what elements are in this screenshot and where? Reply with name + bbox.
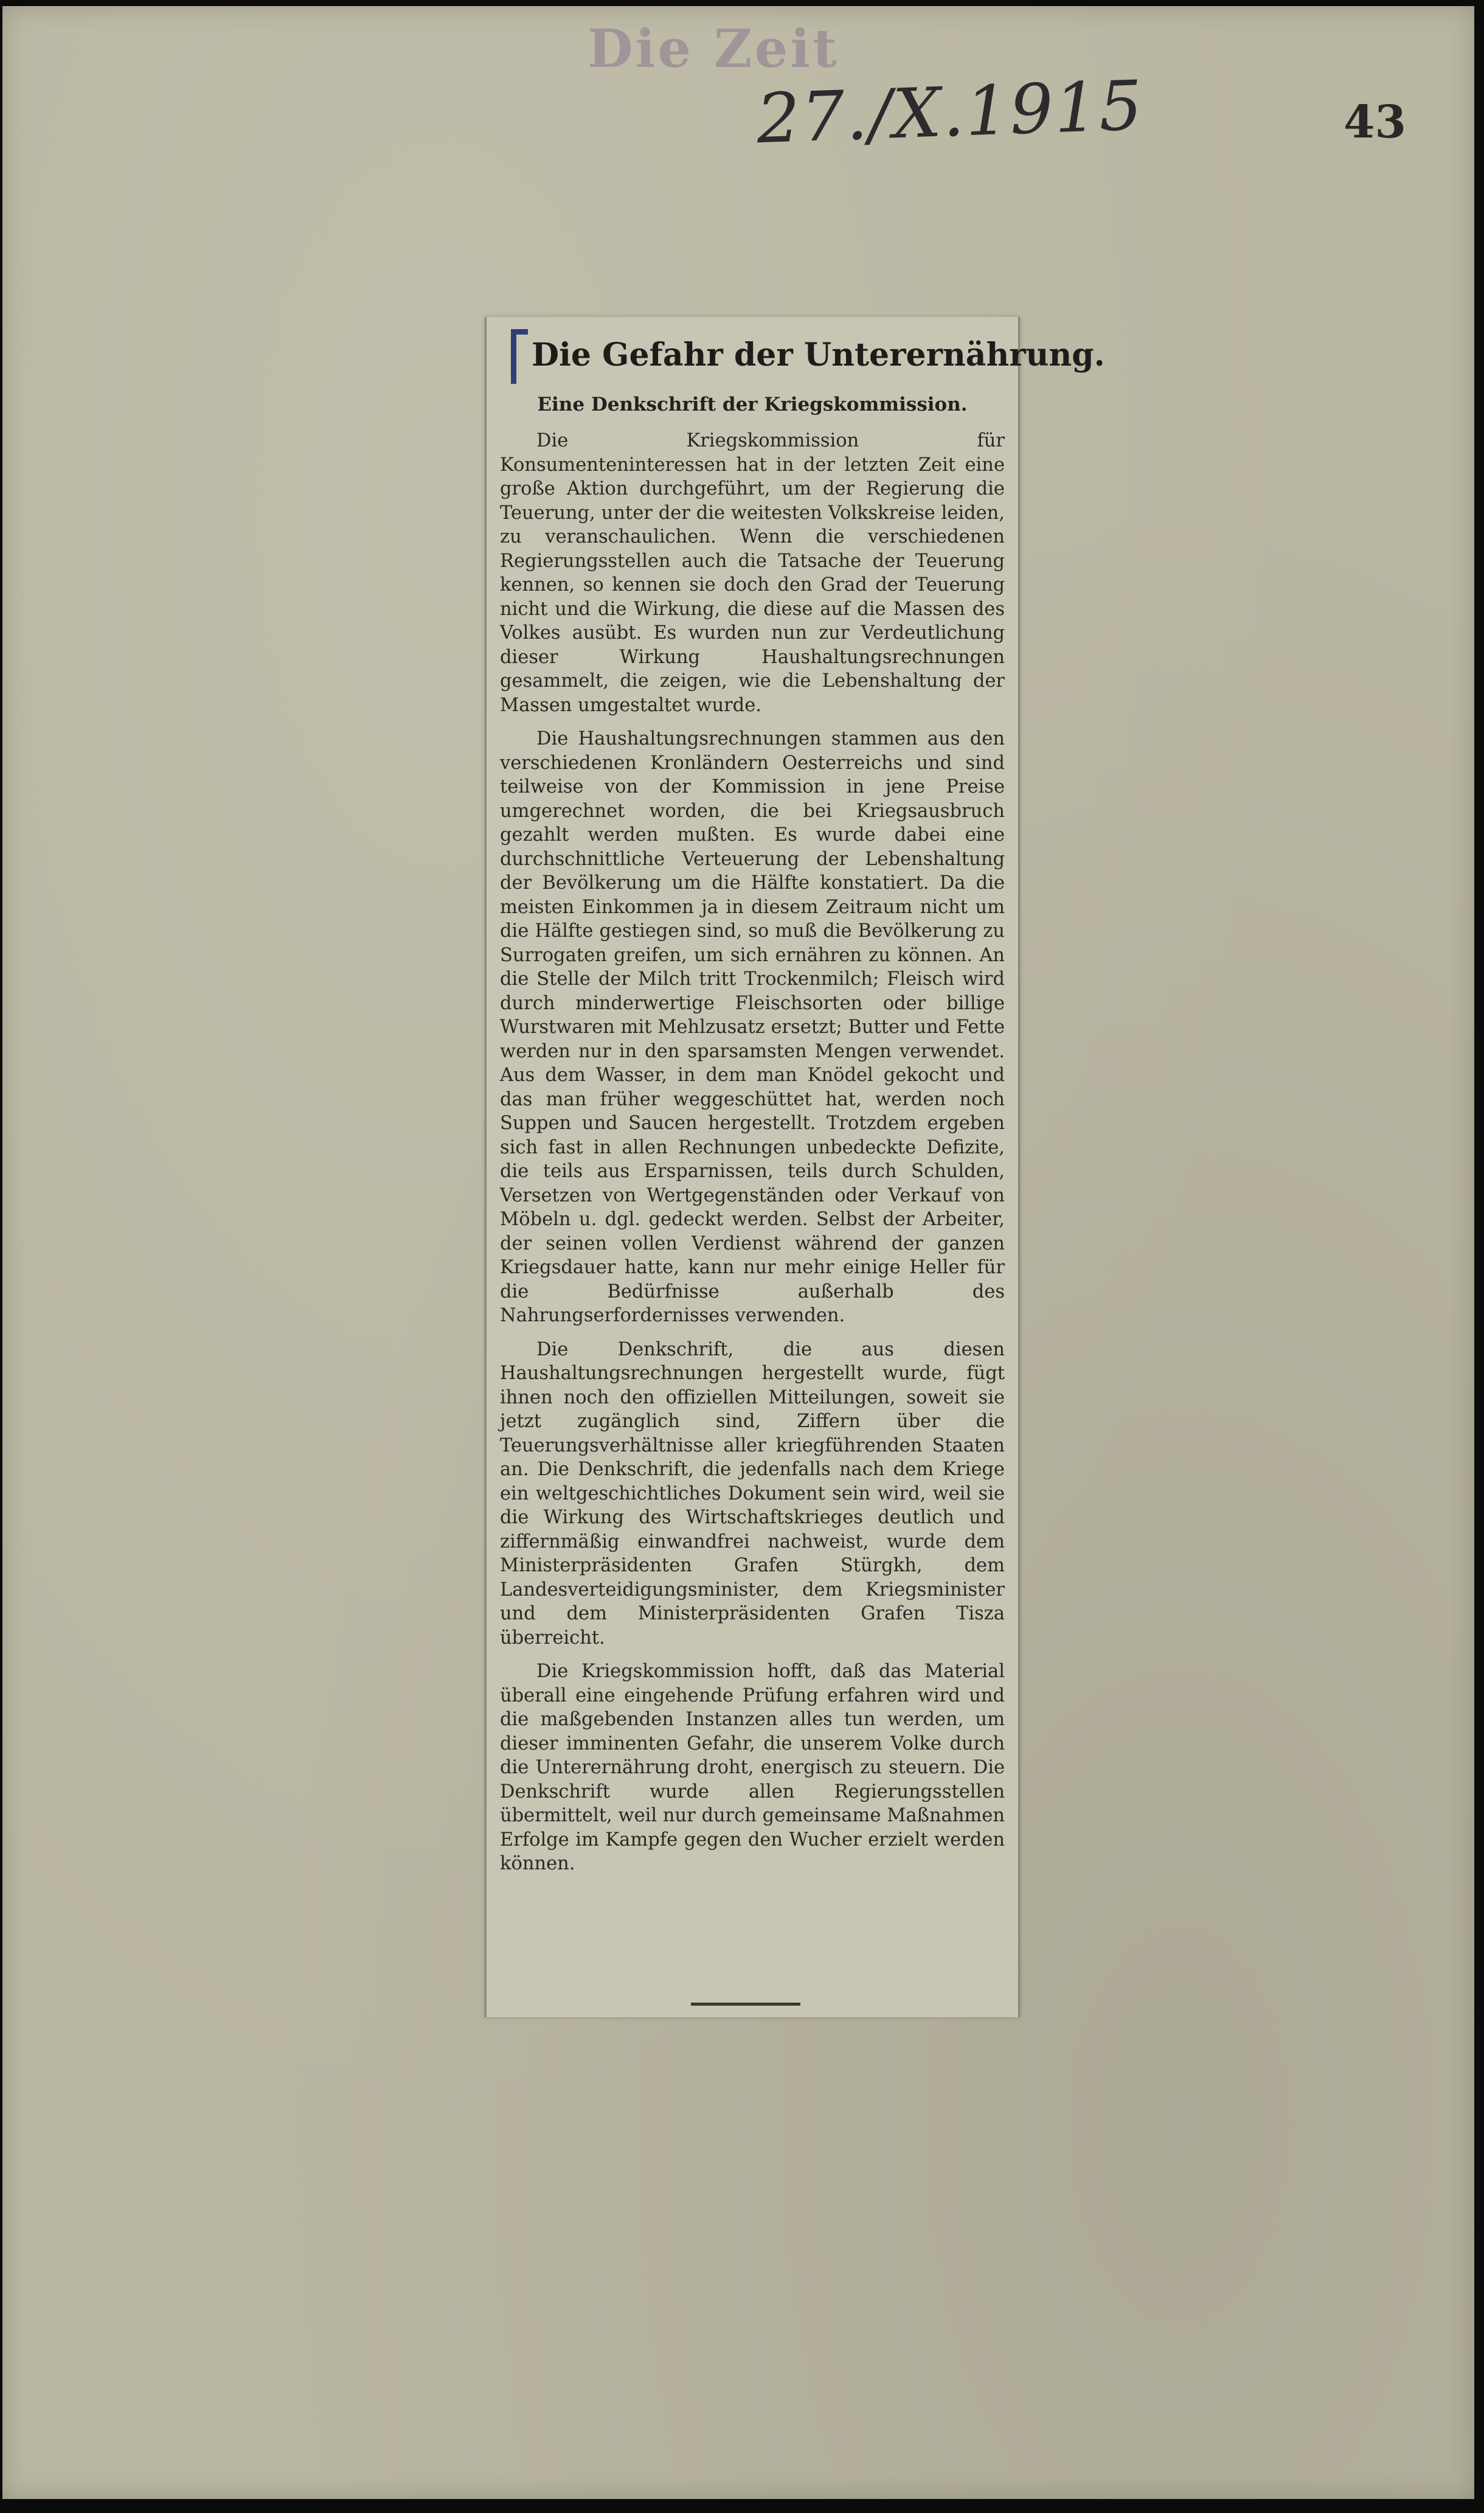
title-bracket-icon — [511, 329, 516, 384]
article-title: Die Gefahr der Unterernährung. — [532, 336, 1105, 374]
handwritten-date: 27./X.1915 — [755, 66, 1145, 159]
newspaper-clipping — [485, 317, 1105, 2017]
archive-sheet — [2, 6, 1474, 2499]
title-bracket-cap — [511, 329, 528, 335]
article-subtitle: Eine Denkschrift der Kriegskommission. — [537, 394, 968, 415]
page-number: 43 — [1344, 96, 1406, 148]
article-paragraph-1: Die Kriegskommission für Konsumenteninteressen hat in der letzten Zeit eine große Aktion durchgeführt, um der Regierung die Teuerung, unter der die weitesten Volkskreise leiden, zu veranschaulichen. Wenn die verschiedenen Regierungsstellen auch die Tatsache der Teuerung kennen, so kennen sie doch den Grad der Teuerung nicht und die Wirkung, die diese auf die Massen des Volkes ausübt. Es wurden nun zur Verdeutlichung dieser Wirkung Haushaltungsrechnungen gesammelt, die zeigen, wie die Lebenshaltung der Massen umgestaltet wurde. — [500, 430, 1005, 716]
end-rule — [691, 2003, 800, 2006]
newspaper-name-stamp: Die Zeit — [588, 18, 839, 80]
article-paragraph-2: Die Haushaltungsrechnungen stammen aus den verschiedenen Kronländern Oesterreichs und sind teilweise von der Kommission in jene Preise umgerechnet worden, die bei Kriegsausbruch gezahlt werden mußten. Es wurde dabei eine durchschnittliche Verteuerung der Lebenshaltung der Bevölkerung um die Hälfte konstatiert. Da die meisten Einkommen ja in diesem Zeitraum nicht um die Hälfte gestiegen sind, so muß die Bevölkerung zu Surrogaten greifen, um sich ernähren zu können. An die Stelle der Milch tritt Trockenmilch; Fleisch wird durch minderwertige Fleischsorten oder billige Wurstwaren mit Mehlzusatz ersetzt; Butter und Fette werden nur in den sparsamsten Mengen verwendet. Aus dem Wasser, in dem man Knödel gekocht und das man früher weggeschüttet hat, werden noch Suppen und Saucen hergestellt. Trotzdem ergeben sich fast in allen Rechnungen unbedeckte Defizite, die teils aus Ersparnissen, teils durch Schulden, Versetzen von Wertgegenständen oder Verkauf von Möbeln u. dgl. gedeckt werden. Selbst der Arbeiter, der seinen vollen Verdienst während der ganzen Kriegsdauer hatte, kann nur mehr einige Heller für die Bedürfnisse außerhalb des Nahrungserfordernisses verwenden. — [500, 728, 1005, 1326]
headline-block — [500, 325, 1105, 386]
article-paragraph-4: Die Kriegskommission hofft, daß das Material überall eine eingehende Prüfung erfahren wird und die maßgebenden Instanzen alles tun werden, um dieser imminenten Gefahr, die unserem Volke durch die Unterernährung droht, energisch zu steuern. Die Denkschrift wurde allen Regierungsstellen übermittelt, weil nur durch gemeinsame Maßnahmen Erfolge im Kampfe gegen den Wucher erzielt werden können. — [500, 1661, 1005, 1874]
article-paragraph-3: Die Denkschrift, die aus diesen Haushaltungsrechnungen hergestellt wurde, fügt ihnen noch den offiziellen Mitteilungen, soweit sie jetzt zugänglich sind, Ziffern über die Teuerungsverhältnisse aller kriegführenden Staaten an. Die Denkschrift, die jedenfalls nach dem Kriege ein weltgeschichtliches Dokument sein wird, weil sie die Wirkung des Wirtschaftskrieges deutlich und ziffernmäßig einwandfrei nachweist, wurde dem Ministerpräsidenten Grafen Stürgkh, dem Landesverteidigungsminister, dem Kriegsminister und dem Ministerpräsidenten Grafen Tisza überreicht. — [500, 1338, 1005, 1649]
